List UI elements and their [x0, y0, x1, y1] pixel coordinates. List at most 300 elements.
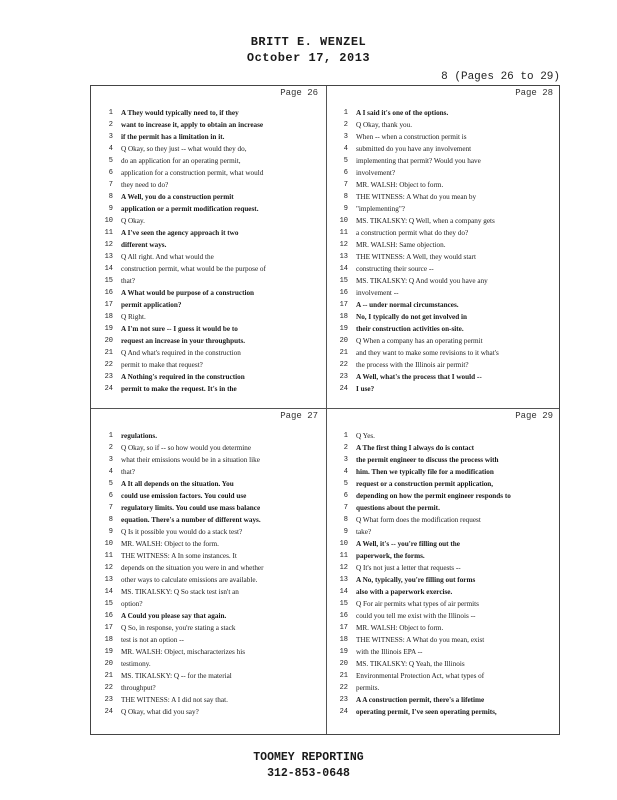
line-number: 11	[104, 229, 113, 237]
line-text: a construction permit what do they do?	[356, 229, 469, 237]
line-text: THE WITNESS: A In some instances. It	[121, 552, 237, 560]
transcript-line	[91, 550, 326, 562]
transcript-line	[91, 502, 326, 514]
line-text: A -- under normal circumstances.	[356, 301, 459, 309]
transcript-line	[91, 239, 326, 251]
line-number: 24	[104, 385, 113, 393]
line-text: could use emission factors. You could use	[121, 492, 247, 500]
line-number: 3	[108, 133, 113, 141]
page-label: Page 27	[280, 411, 318, 421]
line-number: 11	[339, 552, 348, 560]
transcript-line	[326, 167, 561, 179]
line-number: 17	[339, 301, 348, 309]
transcript-line	[326, 179, 561, 191]
line-number: 3	[108, 456, 113, 464]
line-number: 12	[104, 564, 113, 572]
transcript-line	[326, 227, 561, 239]
line-number: 19	[104, 325, 113, 333]
transcript-line	[326, 119, 561, 131]
line-text: MR. WALSH: Object to form.	[356, 624, 444, 632]
transcript-line	[91, 454, 326, 466]
line-number: 21	[339, 672, 348, 680]
line-number: 23	[104, 373, 113, 381]
line-text: paperwork, the forms.	[356, 552, 425, 560]
line-text: operating permit, I've seen operating permits,	[356, 708, 497, 716]
line-text: the process with the Illinois air permit?	[356, 361, 469, 369]
transcript-line	[91, 574, 326, 586]
transcript-line	[326, 155, 561, 167]
line-number: 22	[104, 361, 113, 369]
transcript-line	[91, 694, 326, 706]
line-text: Q Okay.	[121, 217, 145, 225]
transcript-line	[91, 203, 326, 215]
line-number: 7	[343, 181, 348, 189]
line-number: 6	[108, 492, 113, 500]
transcript-line	[326, 694, 561, 706]
line-number: 22	[339, 361, 348, 369]
line-number: 24	[339, 385, 348, 393]
line-text: permit to make the request. It's in the	[121, 385, 237, 393]
transcript-line	[326, 251, 561, 263]
line-text: A The first thing I always do is contact	[356, 444, 475, 452]
transcript-line	[91, 706, 326, 718]
line-number: 9	[343, 205, 348, 213]
line-text: testimony.	[121, 660, 151, 668]
line-number: 12	[104, 241, 113, 249]
line-number: 16	[339, 612, 348, 620]
line-number: 24	[339, 708, 348, 716]
transcript-line	[326, 502, 561, 514]
line-text: Q All right. And what would the	[121, 253, 214, 261]
reporter-phone: 312-853-0648	[267, 767, 350, 780]
transcript-line	[326, 490, 561, 502]
line-text: A I said it's one of the options.	[356, 109, 449, 117]
transcript-line	[326, 239, 561, 251]
line-number: 14	[339, 265, 348, 273]
line-number: 16	[339, 289, 348, 297]
transcript-line	[91, 251, 326, 263]
transcript-page-27	[91, 409, 326, 731]
line-number: 3	[343, 456, 348, 464]
transcript-page-28	[326, 86, 561, 408]
transcript-line	[91, 682, 326, 694]
line-text: other ways to calculate emissions are available.	[121, 576, 258, 584]
transcript-line	[326, 442, 561, 454]
line-text: request an increase in your throughputs.	[121, 337, 246, 345]
line-number: 12	[339, 564, 348, 572]
line-number: 5	[108, 157, 113, 165]
transcript-line	[91, 383, 326, 395]
line-number: 18	[339, 313, 348, 321]
transcript-lines	[326, 430, 561, 718]
line-number: 24	[104, 708, 113, 716]
witness-name: BRITT E. WENZEL	[250, 35, 367, 49]
line-text: MR. WALSH: Object to form.	[356, 181, 444, 189]
line-number: 7	[108, 181, 113, 189]
page-label: Page 26	[280, 88, 318, 98]
transcript-line	[326, 430, 561, 442]
line-text: MR. WALSH: Same objection.	[356, 241, 446, 249]
line-number: 8	[343, 516, 348, 524]
transcript-line	[326, 383, 561, 395]
line-text: permit application?	[121, 301, 182, 309]
transcript-line	[326, 263, 561, 275]
line-number: 7	[343, 504, 348, 512]
line-number: 10	[104, 540, 113, 548]
transcript-line	[91, 526, 326, 538]
transcript-line	[91, 658, 326, 670]
pages-range: 8 (Pages 26 to 29)	[441, 71, 560, 83]
transcript-line	[326, 287, 561, 299]
line-text: also with a paperwork exercise.	[356, 588, 453, 596]
page-label: Page 29	[515, 411, 553, 421]
line-number: 22	[104, 684, 113, 692]
line-text: regulations.	[121, 432, 158, 440]
line-number: 13	[339, 576, 348, 584]
line-number: 21	[339, 349, 348, 357]
line-text: MS. TIKALSKY: Q -- for the material	[121, 672, 232, 680]
line-text: MR. WALSH: Object to the form.	[121, 540, 219, 548]
line-number: 23	[339, 696, 348, 704]
line-number: 1	[343, 432, 348, 440]
page-label: Page 28	[515, 88, 553, 98]
line-text: what their emissions would be in a situation like	[121, 456, 260, 464]
transcript-line	[91, 287, 326, 299]
line-number: 17	[104, 301, 113, 309]
line-number: 9	[108, 528, 113, 536]
transcript-line	[326, 682, 561, 694]
transcript-line	[91, 670, 326, 682]
line-text: Q What form does the modification request	[356, 516, 481, 524]
transcript-lines	[326, 107, 561, 395]
line-number: 6	[343, 169, 348, 177]
line-text: construction permit, what would be the purpose of	[121, 265, 266, 273]
line-number: 1	[108, 109, 113, 117]
line-text: want to increase it, apply to obtain an increase	[121, 121, 264, 129]
line-text: "implementing"?	[356, 205, 405, 213]
transcript-line	[91, 634, 326, 646]
transcript-line	[91, 143, 326, 155]
line-text: do an application for an operating permit,	[121, 157, 241, 165]
transcript-line	[326, 107, 561, 119]
line-number: 12	[339, 241, 348, 249]
line-number: 15	[104, 277, 113, 285]
line-text: permit to make that request?	[121, 361, 203, 369]
transcript-line	[91, 538, 326, 550]
transcript-line	[91, 598, 326, 610]
line-text: A Well, you do a construction permit	[121, 193, 234, 201]
transcript-line	[326, 550, 561, 562]
line-number: 18	[104, 313, 113, 321]
line-text: A They would typically need to, if they	[121, 109, 239, 117]
transcript-line	[91, 323, 326, 335]
line-number: 13	[339, 253, 348, 261]
line-text: they need to do?	[121, 181, 169, 189]
line-number: 11	[339, 229, 348, 237]
transcript-line	[91, 227, 326, 239]
line-number: 2	[343, 444, 348, 452]
line-number: 19	[339, 648, 348, 656]
transcript-line	[326, 670, 561, 682]
line-number: 18	[104, 636, 113, 644]
reporter-company: TOOMEY REPORTING	[253, 751, 364, 764]
line-text: depends on the situation you were in and whether	[121, 564, 264, 572]
line-number: 6	[343, 492, 348, 500]
line-text: Q Okay, so if -- so how would you determine	[121, 444, 252, 452]
line-number: 10	[339, 217, 348, 225]
transcript-line	[326, 311, 561, 323]
line-text: involvement --	[356, 289, 399, 297]
transcript-line	[91, 179, 326, 191]
line-number: 20	[104, 660, 113, 668]
line-text: Q For air permits what types of air permits	[356, 600, 479, 608]
line-text: No, I typically do not get involved in	[356, 313, 468, 321]
line-number: 8	[108, 193, 113, 201]
transcript-lines	[91, 107, 326, 395]
line-text: I use?	[356, 385, 375, 393]
transcript-line	[91, 442, 326, 454]
line-text: implementing that permit? Would you have	[356, 157, 481, 165]
transcript-grid	[90, 85, 560, 735]
line-number: 23	[339, 373, 348, 381]
transcript-line	[91, 371, 326, 383]
line-text: that?	[121, 277, 135, 285]
transcript-line	[326, 215, 561, 227]
line-text: questions about the permit.	[356, 504, 440, 512]
line-number: 2	[108, 444, 113, 452]
transcript-line	[91, 167, 326, 179]
transcript-line	[326, 706, 561, 718]
line-number: 8	[108, 516, 113, 524]
transcript-line	[91, 430, 326, 442]
line-number: 5	[343, 157, 348, 165]
line-number: 16	[104, 612, 113, 620]
transcript-line	[326, 526, 561, 538]
line-number: 3	[343, 133, 348, 141]
line-number: 5	[108, 480, 113, 488]
line-text: Q Okay, what did you say?	[121, 708, 199, 716]
line-text: request or a construction permit application,	[356, 480, 494, 488]
line-text: A I've seen the agency approach it two	[121, 229, 239, 237]
transcript-line	[91, 107, 326, 119]
transcript-line	[326, 454, 561, 466]
line-number: 20	[104, 337, 113, 345]
line-text: A Nothing's required in the construction	[121, 373, 245, 381]
line-text: application for a construction permit, what would	[121, 169, 264, 177]
transcript-line	[326, 347, 561, 359]
line-text: Q Okay, so they just -- what would they do,	[121, 145, 247, 153]
line-number: 17	[104, 624, 113, 632]
line-number: 10	[339, 540, 348, 548]
line-number: 1	[343, 109, 348, 117]
line-number: 8	[343, 193, 348, 201]
line-text: if the permit has a limitation in it.	[121, 133, 225, 141]
line-number: 19	[104, 648, 113, 656]
transcript-line	[91, 466, 326, 478]
line-text: MS. TIKALSKY: Q Yeah, the Illinois	[356, 660, 465, 668]
transcript-line	[91, 155, 326, 167]
transcript-line	[326, 323, 561, 335]
line-number: 13	[104, 576, 113, 584]
transcript-line	[91, 119, 326, 131]
transcript-line	[326, 646, 561, 658]
line-text: A I'm not sure -- I guess it would be to	[121, 325, 238, 333]
transcript-line	[91, 335, 326, 347]
transcript-line	[326, 478, 561, 490]
transcript-line	[326, 335, 561, 347]
transcript-line	[326, 538, 561, 550]
transcript-line	[91, 299, 326, 311]
line-text: their construction activities on-site.	[356, 325, 464, 333]
line-text: the permit engineer to discuss the process with	[356, 456, 499, 464]
transcript-line	[326, 371, 561, 383]
line-number: 11	[104, 552, 113, 560]
line-text: Q And what's required in the construction	[121, 349, 241, 357]
line-text: submitted do you have any involvement	[356, 145, 472, 153]
line-text: permits.	[356, 684, 380, 692]
line-text: involvement?	[356, 169, 396, 177]
line-text: equation. There's a number of different ways.	[121, 516, 261, 524]
line-text: A A construction permit, there's a lifetime	[356, 696, 485, 704]
line-text: MR. WALSH: Object, mischaracterizes his	[121, 648, 246, 656]
transcript-line	[91, 275, 326, 287]
line-number: 2	[108, 121, 113, 129]
line-number: 14	[104, 588, 113, 596]
transcript-line	[326, 359, 561, 371]
line-text: A No, typically, you're filling out forms	[356, 576, 476, 584]
transcript-line	[91, 514, 326, 526]
line-text: Q Okay, thank you.	[356, 121, 413, 129]
transcript-line	[326, 131, 561, 143]
line-text: regulatory limits. You could use mass balance	[121, 504, 261, 512]
line-text: could you tell me exist with the Illinois --	[356, 612, 476, 620]
transcript-line	[91, 311, 326, 323]
line-number: 20	[339, 337, 348, 345]
line-text: Q It's not just a letter that requests --	[356, 564, 461, 572]
transcript-line	[326, 658, 561, 670]
transcript-line	[91, 191, 326, 203]
line-number: 2	[343, 121, 348, 129]
line-text: A Well, it's -- you're filling out the	[356, 540, 460, 548]
line-number: 15	[104, 600, 113, 608]
line-text: and they want to make some revisions to it what's	[356, 349, 499, 357]
transcript-line	[91, 562, 326, 574]
line-number: 15	[339, 600, 348, 608]
line-text: throughput?	[121, 684, 156, 692]
transcript-line	[326, 634, 561, 646]
line-number: 5	[343, 480, 348, 488]
line-number: 4	[108, 468, 113, 476]
transcript-line	[91, 359, 326, 371]
line-text: test is not an option --	[121, 636, 184, 644]
line-text: MS. TIKALSKY: Q And would you have any	[356, 277, 488, 285]
line-number: 4	[108, 145, 113, 153]
line-text: constructing their source --	[356, 265, 434, 273]
line-text: Q When a company has an operating permit	[356, 337, 483, 345]
line-number: 19	[339, 325, 348, 333]
line-number: 14	[339, 588, 348, 596]
line-text: THE WITNESS: A Well, they would start	[356, 253, 476, 261]
transcript-page-26	[91, 86, 326, 408]
line-text: take?	[356, 528, 372, 536]
transcript-line	[326, 562, 561, 574]
line-number: 9	[343, 528, 348, 536]
line-text: different ways.	[121, 241, 167, 249]
line-text: When -- when a construction permit is	[356, 133, 467, 141]
line-number: 9	[108, 205, 113, 213]
line-number: 10	[104, 217, 113, 225]
line-text: Q Yes.	[356, 432, 375, 440]
line-number: 7	[108, 504, 113, 512]
transcript-line	[91, 622, 326, 634]
line-number: 18	[339, 636, 348, 644]
transcript-lines	[91, 430, 326, 718]
transcript-line	[326, 143, 561, 155]
line-text: application or a permit modification request.	[121, 205, 259, 213]
transcript-line	[91, 586, 326, 598]
transcript-line	[326, 622, 561, 634]
transcript-line	[326, 203, 561, 215]
line-text: Q Is it possible you would do a stack test?	[121, 528, 243, 536]
line-number: 20	[339, 660, 348, 668]
transcript-line	[91, 263, 326, 275]
line-number: 4	[343, 145, 348, 153]
line-number: 22	[339, 684, 348, 692]
transcript-line	[91, 478, 326, 490]
transcript-line	[326, 191, 561, 203]
transcript-line	[91, 610, 326, 622]
line-number: 15	[339, 277, 348, 285]
line-text: THE WITNESS: A What do you mean by	[356, 193, 477, 201]
line-text: Q So, in response, you're stating a stack	[121, 624, 236, 632]
transcript-line	[326, 275, 561, 287]
line-number: 16	[104, 289, 113, 297]
deposition-date: October 17, 2013	[246, 51, 371, 65]
transcript-line	[326, 299, 561, 311]
line-text: MS. TIKALSKY: Q So stack test isn't an	[121, 588, 239, 596]
line-number: 17	[339, 624, 348, 632]
transcript-line	[326, 466, 561, 478]
line-text: Q Right.	[121, 313, 146, 321]
line-number: 13	[104, 253, 113, 261]
line-text: A Could you please say that again.	[121, 612, 227, 620]
line-number: 21	[104, 349, 113, 357]
line-text: depending on how the permit engineer responds to	[356, 492, 511, 500]
line-text: MS. TIKALSKY: Q Well, when a company gets	[356, 217, 495, 225]
line-number: 14	[104, 265, 113, 273]
line-text: with the Illinois EPA --	[356, 648, 423, 656]
line-text: that?	[121, 468, 135, 476]
transcript-line	[326, 586, 561, 598]
line-text: A Well, what's the process that I would --	[356, 373, 482, 381]
line-text: A It all depends on the situation. You	[121, 480, 234, 488]
transcript-line	[91, 347, 326, 359]
line-number: 21	[104, 672, 113, 680]
line-text: Environmental Protection Act, what types of	[356, 672, 485, 680]
transcript-page-29	[326, 409, 561, 731]
transcript-line	[91, 215, 326, 227]
line-text: A What would be purpose of a construction	[121, 289, 255, 297]
transcript-line	[326, 598, 561, 610]
line-text: him. Then we typically file for a modification	[356, 468, 494, 476]
transcript-line	[326, 514, 561, 526]
transcript-line	[91, 131, 326, 143]
transcript-line	[326, 574, 561, 586]
line-number: 23	[104, 696, 113, 704]
line-number: 4	[343, 468, 348, 476]
transcript-line	[91, 646, 326, 658]
line-text: THE WITNESS: A I did not say that.	[121, 696, 228, 704]
